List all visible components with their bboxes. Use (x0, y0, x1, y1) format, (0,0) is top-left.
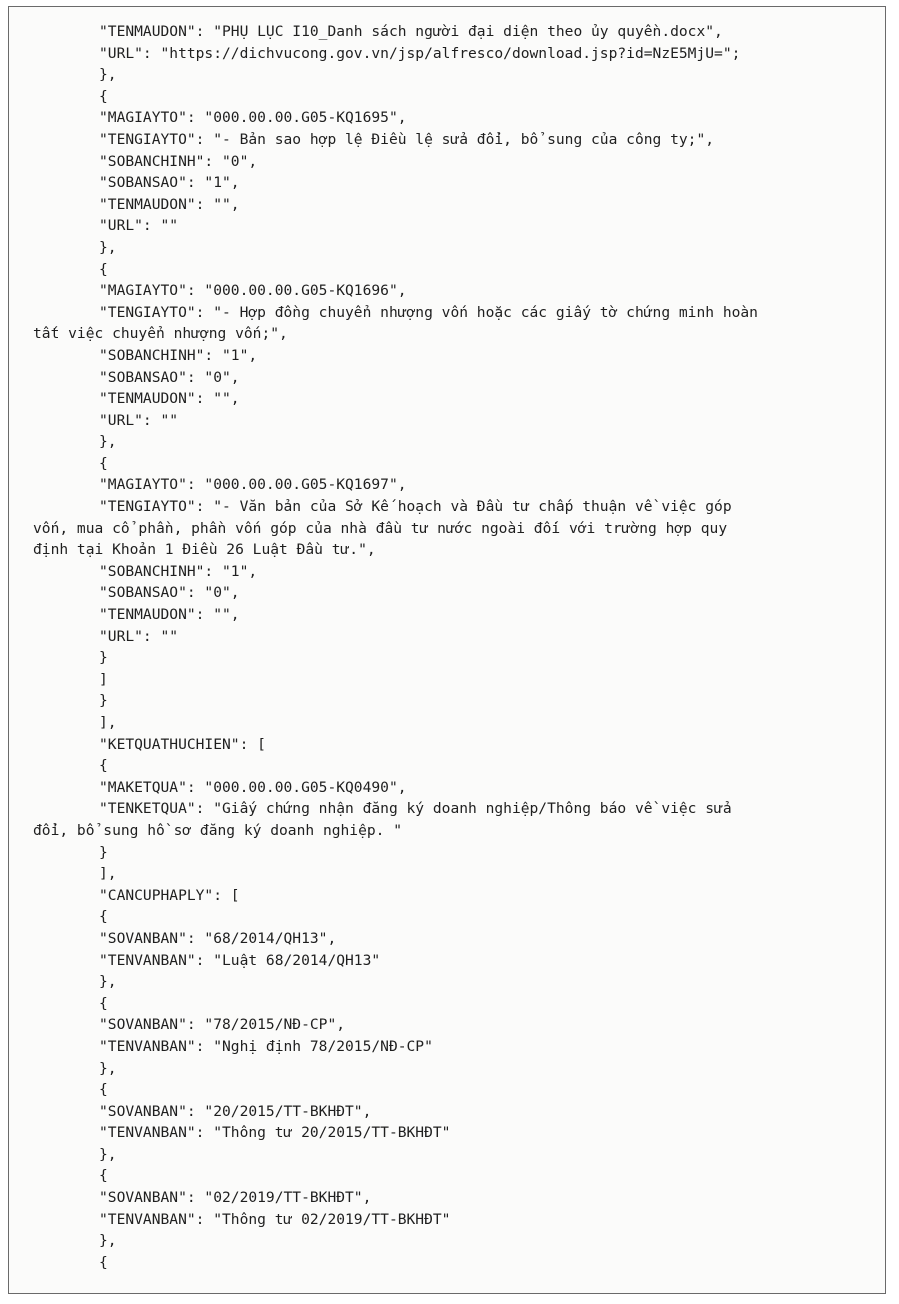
code-line: { (99, 757, 108, 775)
code-line: "SOBANSAO": "0", (99, 368, 240, 386)
code-line: "SOVANBAN": "20/2015/TT-BKHĐT", (99, 1102, 372, 1120)
code-line: }, (99, 433, 117, 451)
code-line: } (99, 843, 108, 861)
code-line: "URL": "" (99, 627, 179, 645)
code-line: "TENGIAYTO": "- Văn bản của Sở Kế hoạch và Đầu tư chấp thuận về việc góp (99, 498, 732, 516)
code-line: }, (99, 66, 117, 84)
code-line: "KETQUATHUCHIEN": [ (99, 735, 266, 753)
code-line: } (99, 649, 108, 667)
code-line: "TENVANBAN": "Thông tư 20/2015/TT-BKHĐT" (99, 1124, 451, 1142)
code-line: "TENVANBAN": "Nghị định 78/2015/NĐ-CP" (99, 1037, 433, 1055)
code-line: định tại Khoản 1 Điều 26 Luật Đầu tư.", (33, 541, 376, 559)
code-line: "TENVANBAN": "Thông tư 02/2019/TT-BKHĐT" (99, 1210, 451, 1228)
code-line: }, (99, 973, 117, 991)
code-line: "TENGIAYTO": "- Bản sao hợp lệ Điều lệ sửa đổi, bổ sung của công ty;", (99, 130, 715, 148)
code-line: "SOVANBAN": "78/2015/NĐ-CP", (99, 1016, 346, 1034)
code-line: "MAGIAYTO": "000.00.00.G05-KQ1696", (99, 282, 407, 300)
code-line: "MAGIAYTO": "000.00.00.G05-KQ1697", (99, 476, 407, 494)
code-line: ], (99, 865, 117, 883)
code-line: "MAKETQUA": "000.00.00.G05-KQ0490", (99, 778, 407, 796)
code-line: ], (99, 714, 117, 731)
document-page (8, 6, 886, 1294)
code-line: ] (99, 670, 108, 688)
code-line: "SOVANBAN": "68/2014/QH13", (99, 929, 337, 947)
code-line: "CANCUPHAPLY": [ (99, 886, 240, 904)
code-line: "URL": "" (99, 411, 179, 429)
code-line: "TENMAUDON": "", (99, 606, 240, 624)
code-line: }, (99, 1145, 117, 1163)
code-line: }, (99, 1232, 117, 1250)
code-line: }, (99, 1059, 117, 1077)
code-line: "SOBANCHINH": "0", (99, 152, 258, 170)
code-line: }, (99, 238, 117, 256)
code-line: "SOBANSAO": "0", (99, 584, 240, 602)
code-listing (33, 21, 873, 1273)
code-line: "SOVANBAN": "02/2019/TT-BKHĐT", (99, 1189, 372, 1207)
code-line: "MAGIAYTO": "000.00.00.G05-KQ1695", (99, 109, 407, 127)
code-line: { (99, 1253, 108, 1271)
code-line: "URL": "https://dichvucong.gov.vn/jsp/alfresco/download.jsp?id=NzE5MjU="; (99, 44, 741, 62)
code-line: "TENVANBAN": "Luật 68/2014/QH13" (99, 951, 381, 969)
code-line: } (99, 692, 108, 710)
code-line: { (99, 1081, 108, 1099)
code-line: { (99, 908, 108, 926)
code-line: "SOBANCHINH": "1", (99, 562, 258, 580)
code-line: { (99, 260, 108, 278)
code-line: { (99, 454, 108, 472)
code-line: "TENKETQUA": "Giấy chứng nhận đăng ký doanh nghiệp/Thông báo về việc sửa (99, 800, 732, 818)
code-line: đổi, bổ sung hồ sơ đăng ký doanh nghiệp. " (33, 821, 403, 839)
code-line: "SOBANCHINH": "1", (99, 346, 258, 364)
code-line: "URL": "" (99, 217, 179, 235)
code-line: tất việc chuyển nhượng vốn;", (33, 325, 288, 343)
code-line: vốn, mua cổ phần, phần vốn góp của nhà đầu tư nước ngoài đối với trường hợp quy (33, 519, 728, 537)
code-line: "SOBANSAO": "1", (99, 174, 240, 192)
code-line: "TENMAUDON": "PHỤ LỤC I10_Danh sách người đại diện theo ủy quyền.docx", (99, 23, 723, 40)
code-line: { (99, 87, 108, 105)
code-line: "TENMAUDON": "", (99, 195, 240, 213)
code-line: { (99, 1167, 108, 1185)
code-line: "TENMAUDON": "", (99, 390, 240, 408)
code-line: "TENGIAYTO": "- Hợp đồng chuyển nhượng vốn hoặc các giấy tờ chứng minh hoàn (99, 303, 758, 321)
code-line: { (99, 994, 108, 1012)
